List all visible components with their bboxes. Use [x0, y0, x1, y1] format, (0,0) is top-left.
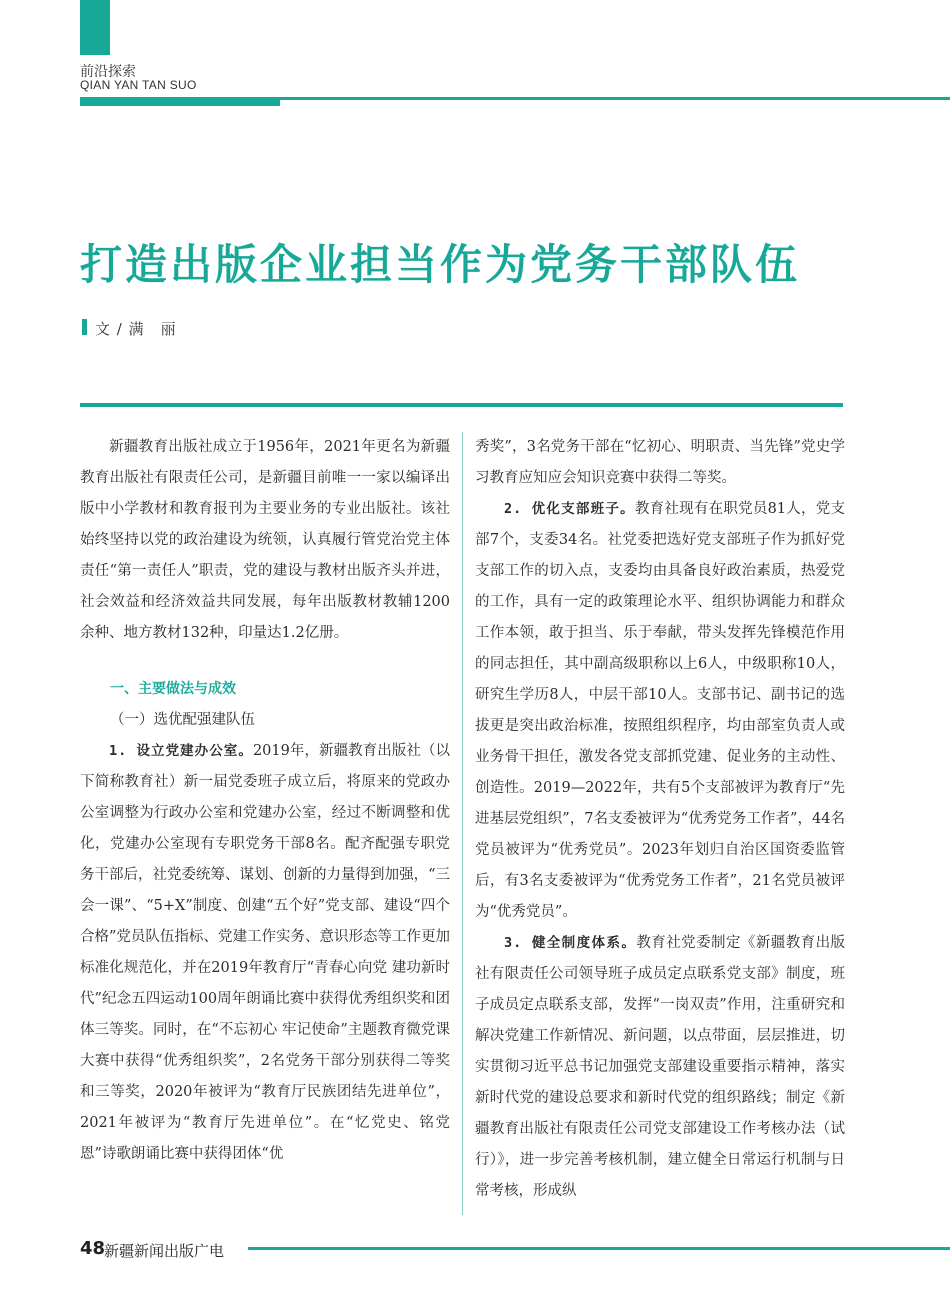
intro-paragraph: 新疆教育出版社成立于1956年，2021年更名为新疆教育出版社有限责任公司，是新疆目前唯一一家以编译出版中小学教材和教育报刊为主要业务的专业出版社。该社始终坚持以党的政治建设为统领，认真履行管党治党主体责任“第一责任人”职责，党的建设与教材出版齐头并进，社会效益和经济效益共同发展，每年出版教材教辅1200余种、地方教材132种，印量达1.2亿册。 [80, 439, 450, 641]
item-3-label: 3. 健全制度体系。 [504, 935, 637, 951]
title-rule [80, 403, 843, 407]
footer-rule [248, 1247, 950, 1250]
item-2-label: 2. 优化支部班子。 [504, 501, 635, 517]
item-1-text: 2019年，新疆教育出版社（以下简称教育社）新一届党委班子成立后，将原来的党政办公室调整为行政办公室和党建办公室，经过不断调整和优化，党建办公室现有专职党务干部8名。配齐配强专职党务干部后，社党委统筹、谋划、创新的力量得到加强，“三会一课”、“5+X”制度、创建“五个好”党支部、建设“四个合格”党员队伍指标、党建工作实务、意识形态等工作更加标准化规范化，并在2019年教育厅“青春心向党 建功新时代”纪念五四运动100周年朗诵比赛中获得优秀组织奖和团体三等奖。同时，在“不忘初心 牢记使命”主题教育微党课大赛中获得“优秀组织奖”，2名党务干部分别获得二等奖和三等奖，2020年被评为“教育厅民族团结先进单位”，2021年被评为“教育厅先进单位”。在“忆党史、铭党恩”诗歌朗诵比赛中获得团体“优 [80, 743, 450, 1162]
byline-marker [82, 319, 87, 335]
page-number: 48 [80, 1238, 106, 1259]
item-2-paragraph [475, 494, 845, 928]
section-heading: 一、主要做法与成效 [110, 681, 236, 697]
header-accent-block [80, 0, 110, 55]
header-rule-accent [80, 100, 280, 106]
continuation-paragraph: 秀奖”，3名党务干部在“忆初心、明职责、当先锋”党史学习教育应知应会知识竞赛中获得二等奖。 [475, 439, 845, 486]
item-3-paragraph [475, 928, 845, 1207]
section-pinyin: QIAN YAN TAN SUO [80, 78, 197, 92]
left-column [80, 432, 450, 1170]
item-1-label: 1. 设立党建办公室。 [109, 743, 253, 759]
right-column [475, 432, 845, 1207]
subsection-heading: （一）选优配强建队伍 [110, 712, 255, 728]
item-2-text: 教育社现有在职党员81人，党支部7个，支委34名。社党委把选好党支部班子作为抓好党支部工作的切入点，支委均由具备良好政治素质，热爱党的工作，具有一定的政策理论水平、组织协调能力和群众工作本领，敢于担当、乐于奉献，带头发挥先锋模范作用的同志担任，其中副高级职称以上6人，中级职称10人，研究生学历8人，中层干部10人。支部书记、副书记的选拔更是突出政治标准，按照组织程序，均由部室负责人或业务骨干担任，激发各党支部抓党建、促业务的主动性、创造性。2019—2022年，共有5个支部被评为教育厅“先进基层党组织”，7名支委被评为“优秀党务工作者”，44名党员被评为“优秀党员”。2023年划归自治区国资委监管后，有3名支委被评为“优秀党务工作者”，21名党员被评为“优秀党员”。 [475, 501, 846, 920]
magazine-name: 新疆新闻出版广电 [104, 1242, 225, 1260]
article-title: 打造出版企业担当作为党务干部队伍 [80, 240, 801, 289]
item-1-paragraph [80, 736, 450, 1170]
byline: 文 / 满 丽 [95, 320, 177, 338]
item-3-text: 教育社党委制定《新疆教育出版社有限责任公司领导班子成员定点联系党支部》制度，班子成员定点联系支部，发挥“一岗双责”作用，注重研究和解决党建工作新情况、新问题，以点带面，层层推进，切实贯彻习近平总书记加强党支部建设重要指示精神，落实新时代党的建设总要求和新时代党的组织路线；制定《新疆教育出版社有限责任公司党支部建设工作考核办法（试行）》，进一步完善考核机制，建立健全日常运行机制与日常考核，形成纵 [475, 935, 845, 1199]
section-title: 前沿探索 [80, 64, 136, 80]
column-divider [462, 432, 463, 1215]
